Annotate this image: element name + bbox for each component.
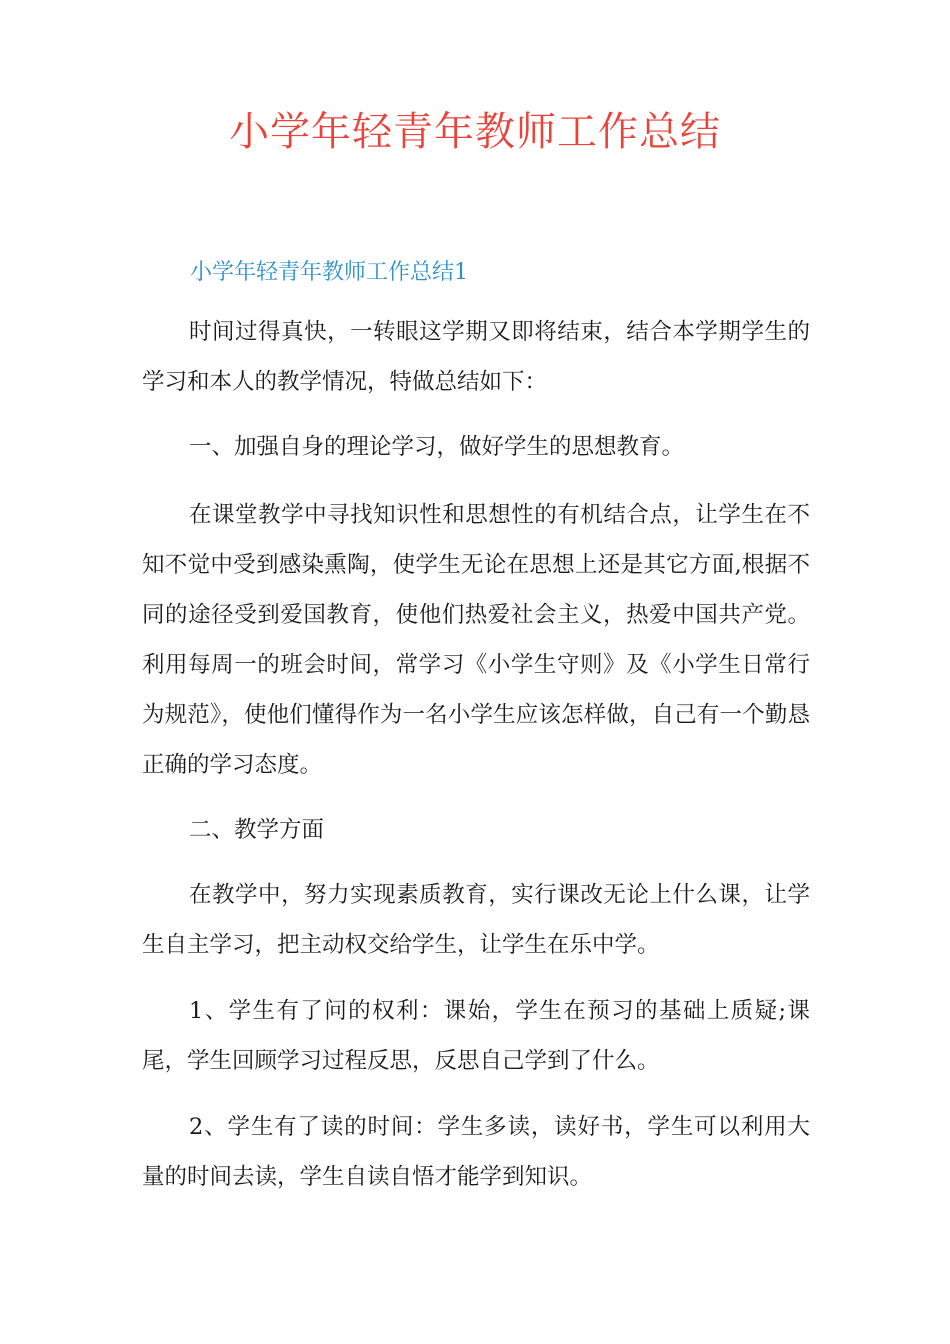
paragraph-heading-two: 二、教学方面 — [189, 817, 325, 843]
section-heading: 小学年轻青年教师工作总结1 — [190, 260, 468, 285]
paragraph-teaching: 在教学中，努力实现素质教育，实行课改无论上什么课，让学生自主学习，把主动权交给学生，让学生在乐中学。 — [142, 882, 810, 958]
document-title: 小学年轻青年教师工作总结 — [229, 109, 721, 155]
paragraph-ideology: 在课堂教学中寻找知识性和思想性的有机结合点，让学生在不知不觉中受到感染熏陶，使学生无论在思想上还是其它方面,根据不同的途径受到爱国教育，使他们热爱社会主义，热爱中国共产党。利用每周一的班会时间，常学习《小学生守则》及《小学生日常行为规范》，使他们懂得作为一名小学生应该怎样做，自己有一个勤恳正确的学习态度。 — [142, 502, 810, 778]
paragraph-item-one: 1、学生有了问的权利：课始，学生在预习的基础上质疑;课尾，学生回顾学习过程反思，反思自己学到了什么。 — [142, 998, 810, 1074]
paragraph-heading-one: 一、加强自身的理论学习，做好学生的思想教育。 — [189, 434, 685, 460]
paragraph-intro: 时间过得真快，一转眼这学期又即将结束，结合本学期学生的学习和本人的教学情况，特做总结如下： — [142, 319, 810, 395]
paragraph-item-two: 2、学生有了读的时间：学生多读，读好书，学生可以利用大量的时间去读，学生自读自悟才能学到知识。 — [142, 1114, 810, 1190]
